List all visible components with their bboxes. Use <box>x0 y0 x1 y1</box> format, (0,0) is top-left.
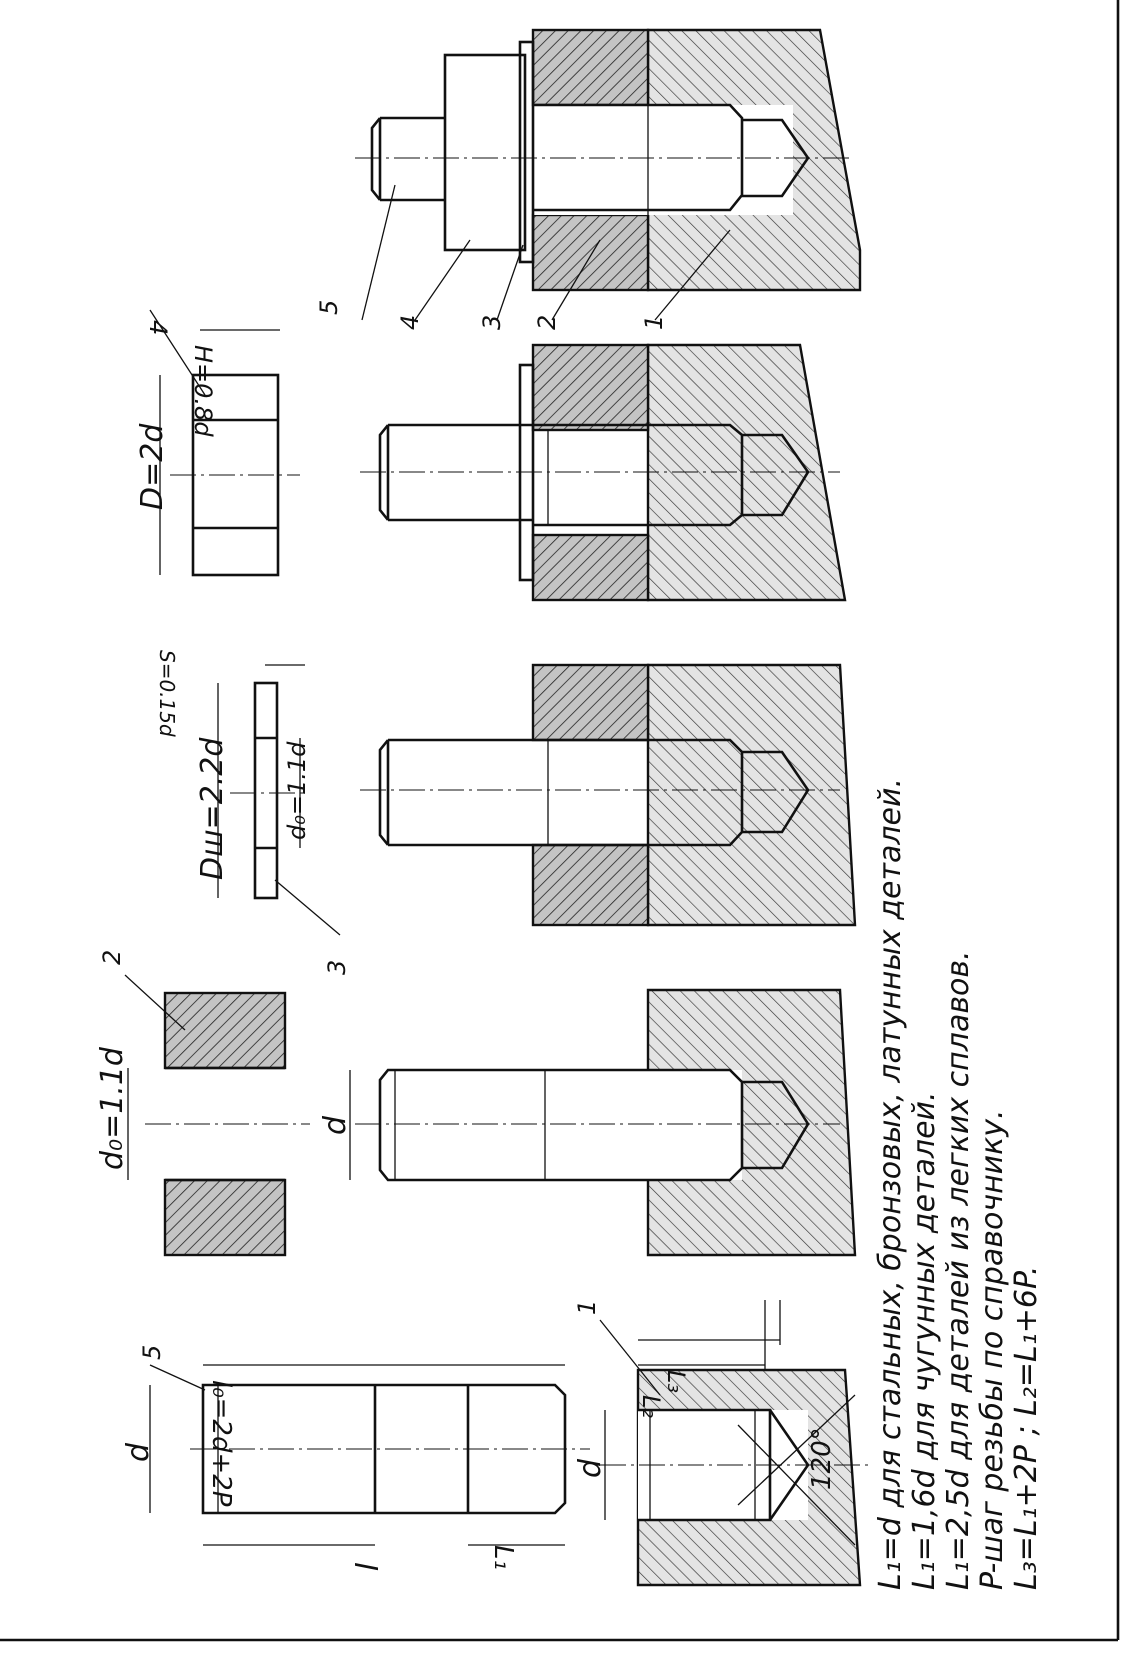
dim-d-stud: d <box>318 1115 353 1135</box>
part-callout-5a: 5 <box>315 299 343 315</box>
part-callout-2a: 2 <box>533 314 561 330</box>
dim-d0-washer: d₀=1.1d <box>283 741 311 840</box>
part-callout-3b: 3 <box>323 959 351 975</box>
stud-in-base <box>350 990 855 1255</box>
note-line-2: L₁=1,6d для чугунных деталей. <box>907 1091 942 1590</box>
dim-l: l <box>347 1562 382 1571</box>
dim-l2: L₂ <box>637 1395 665 1418</box>
note-line-5: L₃=L₁+2P ; L₂=L₁+6P. <box>1009 1265 1044 1590</box>
washer-part-3 <box>218 665 340 935</box>
note-line-3: L₁=2,5d для деталей из легких сплавов. <box>941 950 976 1590</box>
plate-part-2 <box>125 975 310 1255</box>
dim-l0: l₀=2d+2P <box>206 1380 236 1507</box>
notes-block <box>873 778 1044 1590</box>
part-callout-5b: 5 <box>138 1344 166 1360</box>
part-callout-4b: 4 <box>144 320 172 336</box>
part-callout-2b: 2 <box>98 949 126 965</box>
part-callout-3a: 3 <box>478 314 506 330</box>
part-callout-1a: 1 <box>640 314 668 330</box>
part-callout-4a: 4 <box>396 314 424 330</box>
assembly-plate <box>360 665 855 925</box>
dim-D: D=2d <box>135 423 170 510</box>
dim-d-part5: d <box>121 1442 156 1462</box>
dim-d0-hole: d₀=1.1d <box>95 1047 130 1170</box>
nut-part-4 <box>150 310 300 575</box>
dim-l1: L₁ <box>488 1545 518 1570</box>
dim-S: S=0.15d <box>155 650 179 737</box>
assembly-full <box>355 30 860 320</box>
assembly-washer <box>360 345 845 600</box>
dim-Dw: Dш=2.2d <box>195 737 230 880</box>
dim-l3: L₃ <box>662 1370 690 1393</box>
note-line-4: P-шаг резьбы по справочнику. <box>975 1109 1010 1590</box>
dim-H: H=0.8d <box>189 345 217 437</box>
note-line-1: L₁=d для стальных, бронзовых, латунных деталей. <box>873 777 908 1590</box>
dim-d-hole: d <box>573 1458 608 1478</box>
part-callout-1b: 1 <box>573 1299 601 1315</box>
dim-angle: 120° <box>807 1427 837 1490</box>
